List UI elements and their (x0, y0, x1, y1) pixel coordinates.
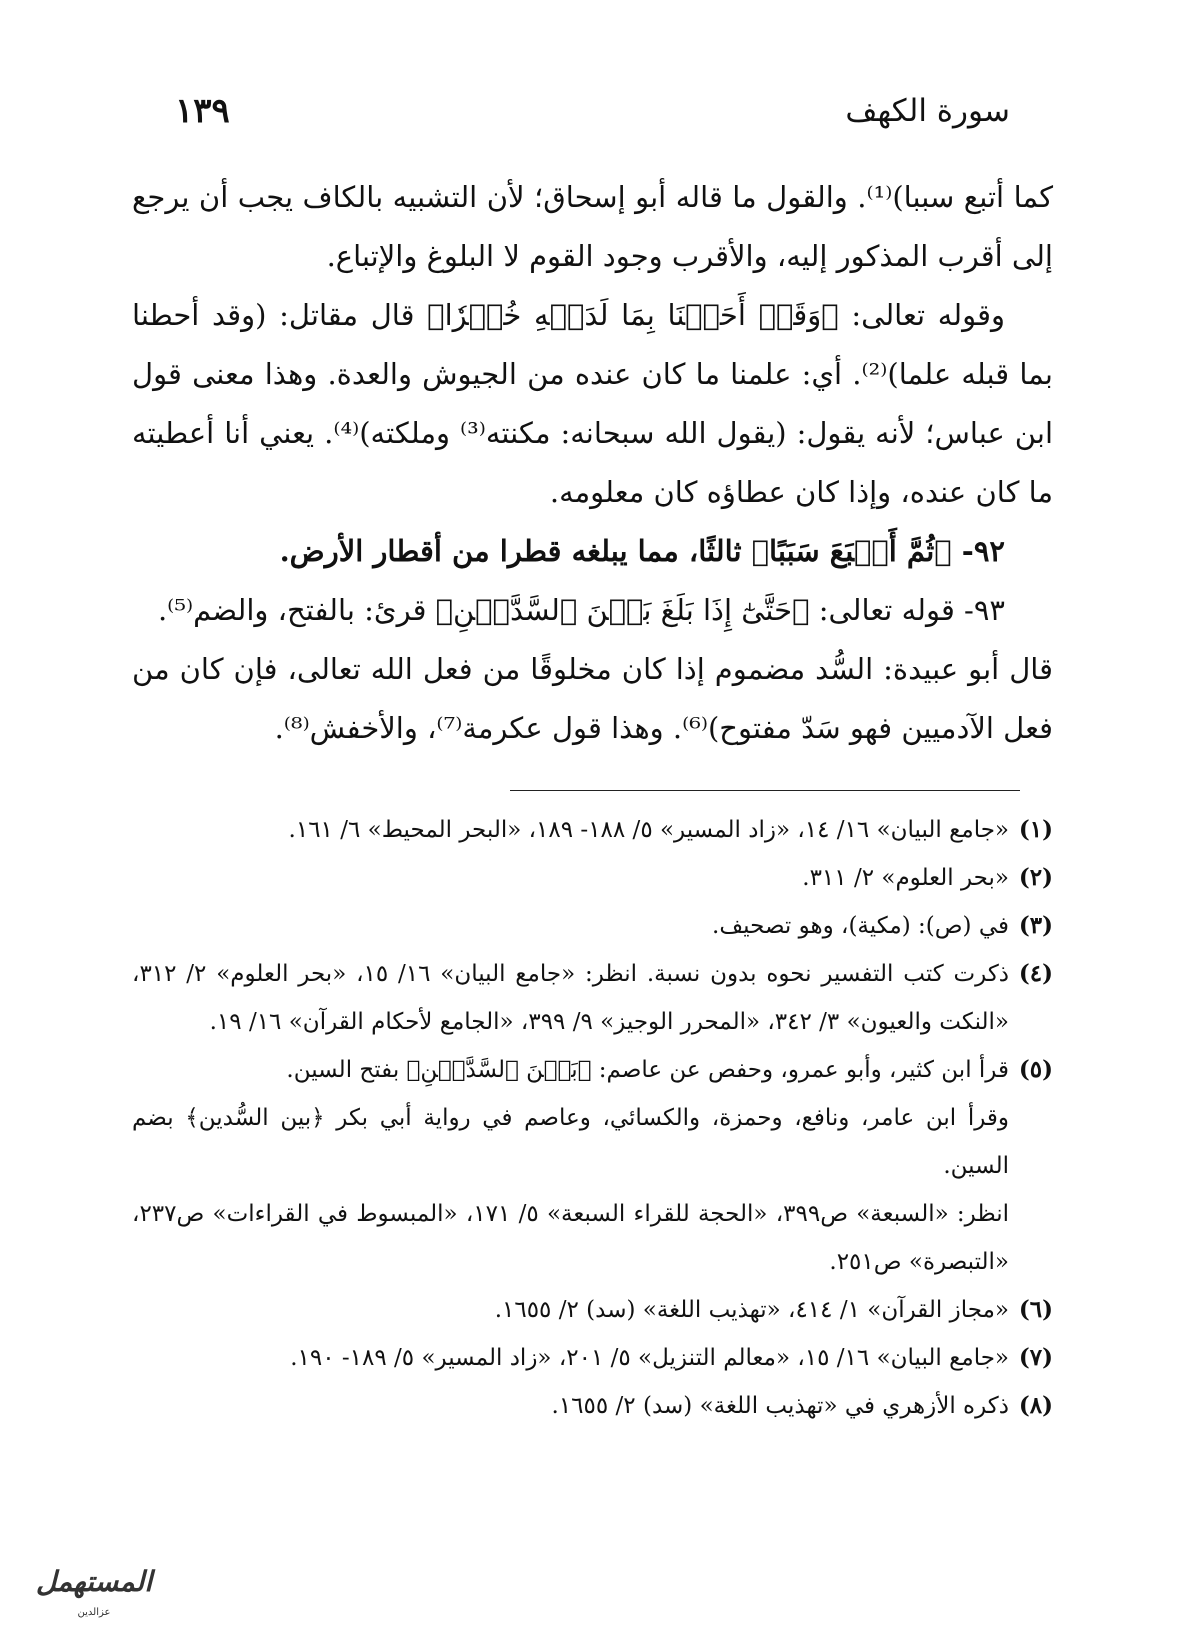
footnote-number: (٥) (1018, 1056, 1053, 1083)
paragraph-1: كما أتبع سببا)⁽¹⁾. والقول ما قاله أبو إسحاق؛ لأن التشبيه بالكاف يجب أن يرجع إلى أقرب المذكور إليه، والأقرب وجود القوم لا البلوغ والإتباع. (132, 180, 1053, 273)
footnote-text: ذكرت كتب التفسير نحوه بدون نسبة. انظر: «جامع البيان» ١٦/ ١٥، «بحر العلوم» ٢/ ٣١٢، «النكت والعيون» ٣/ ٣٤٢، «المحرر الوجيز» ٩/ ٣٩٩، «الجامع لأحكام القرآن» ١٦/ ١٩. (132, 961, 1010, 1035)
footnote-number: (٨) (1018, 1392, 1053, 1419)
footnote (132, 806, 1053, 854)
footnote (132, 1286, 1053, 1334)
page-number: ١٣٩ (175, 91, 230, 131)
footnote-text: ذكره الأزهري في «تهذيب اللغة» (سد) ٢/ ١٦٥٥. (551, 1393, 1009, 1419)
footnote (132, 1046, 1053, 1286)
footnote-number: (٤) (1018, 960, 1053, 987)
paragraph-3: قال أبو عبيدة: السُّد مضموم إذا كان مخلوقًا من فعل الله تعالى، فإن كان من فعل الآدميين فهو سَدّ مفتوح)⁽⁶⁾. وهذا قول عكرمة⁽⁷⁾، والأخفش⁽⁸⁾. (132, 652, 1053, 745)
stamp-sub-text: عزالدين (77, 1607, 111, 1618)
footnote-number: (٧) (1018, 1344, 1053, 1371)
footnotes (132, 806, 1053, 1430)
footnote-text: «مجاز القرآن» ١/ ٤١٤، «تهذيب اللغة» (سد) ٢/ ١٦٥٥. (494, 1297, 1009, 1323)
footnote-text: انظر: «السبعة» ص٣٩٩، «الحجة للقراء السبعة» ٥/ ١٧١، «المبسوط في القراءات» ص٢٣٧، «التبصرة» ص٢٥١. (132, 1201, 1010, 1275)
footnote-number: (١) (1018, 816, 1053, 843)
library-stamp-logo (24, 1558, 164, 1624)
main-text (132, 168, 1053, 758)
footnote-number: (٣) (1018, 912, 1053, 939)
footnote-number: (٢) (1018, 864, 1053, 891)
verse-92: ٩٢- ﴿ثُمَّ أَتۡبَعَ سَبَبًا﴾ ثالثًا، مما يبلغه قطرا من أقطار الأرض. (279, 534, 1005, 568)
footnote (132, 854, 1053, 902)
footnote (132, 902, 1053, 950)
footnote-text: «جامع البيان» ١٦/ ١٥، «معالم التنزيل» ٥/ ٢٠١، «زاد المسير» ٥/ ١٨٩- ١٩٠. (290, 1345, 1009, 1371)
page-header (175, 86, 1010, 136)
footnote-text: في (ص): (مكية)، وهو تصحيف. (712, 913, 1009, 939)
footnote (132, 950, 1053, 1046)
surah-title: سورة الكهف (845, 93, 1010, 129)
footnote-text: «بحر العلوم» ٢/ ٣١١. (802, 865, 1009, 891)
footnote-number: (٦) (1018, 1296, 1053, 1323)
footnote-text: وقرأ ابن عامر، ونافع، وحمزة، والكسائي، وعاصم في رواية أبي بكر ﴿بين السُّدين﴾ بضم السين. (132, 1105, 1009, 1179)
footnote-text: «جامع البيان» ١٦/ ١٤، «زاد المسير» ٥/ ١٨٨- ١٨٩، «البحر المحيط» ٦/ ١٦١. (288, 817, 1009, 843)
verse-93: ٩٣- قوله تعالى: ﴿حَتَّىٰٓ إِذَا بَلَغَ بَيۡنَ ٱلسَّدَّيۡنِ﴾ قرئ: بالفتح، والضم⁽⁵⁾. (157, 593, 1005, 627)
footnote (132, 1382, 1053, 1430)
footnote-divider (510, 790, 1020, 791)
footnote (132, 1334, 1053, 1382)
footnote-text: قرأ ابن كثير، وأبو عمرو، وحفص عن عاصم: ﴿بَيۡنَ ٱلسَّدَّيۡنِ﴾ بفتح السين. (286, 1057, 1009, 1083)
stamp-main-text: المستهمل (35, 1565, 153, 1598)
paragraph-2: وقوله تعالى: ﴿وَقَدۡ أَحَطۡنَا بِمَا لَدَيۡهِ خُبۡرٗا﴾ قال مقاتل: (وقد أحطنا بما قبله علما)⁽²⁾. أي: علمنا ما كان عنده من الجيوش والعدة. وهذا معنى قول ابن عباس؛ لأنه يقول: (يقول الله سبحانه: مكنته⁽³⁾ وملكته)⁽⁴⁾. يعني أنا أعطيته ما كان عنده، وإذا كان عطاؤه كان معلومه. (132, 298, 1054, 509)
